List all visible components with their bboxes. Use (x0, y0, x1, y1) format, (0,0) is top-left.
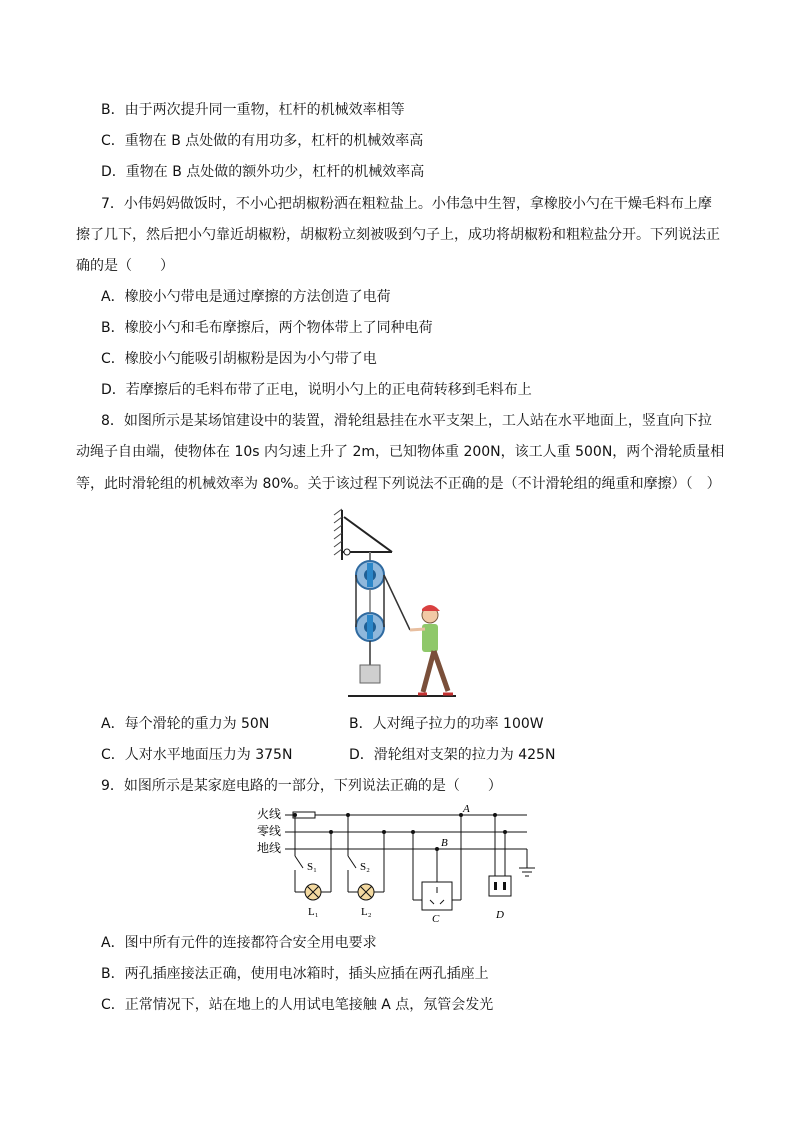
ground-wire-label: 地线 (257, 841, 282, 855)
neutral-wire-label: 零线 (257, 824, 282, 838)
s1-label: S₁ (307, 861, 317, 873)
q9-option-c: C．正常情况下，站在地上的人用试电笔接触 A 点，氖管会发光 (101, 997, 494, 1013)
point-a-label: A (463, 803, 470, 815)
q8-option-b: B．人对绳子拉力的功率 100W (349, 716, 544, 732)
q8-stem-line1: 8．如图所示是某场馆建设中的装置，滑轮组悬挂在水平支架上，工人站在水平地面上，竖直向下拉 (101, 413, 712, 429)
q9-option-a: A．图中所有元件的连接都符合安全用电要求 (101, 935, 377, 951)
q8-stem-line3: 等，此时滑轮组的机械效率为 80%。关于该过程下列说法不正确的是（不计滑轮组的绳重和摩擦）（ ） (76, 476, 721, 492)
socket-d-label: D (496, 909, 504, 921)
q6-option-b: B．由于两次提升同一重物，杠杆的机械效率相等 (101, 102, 405, 118)
q8-option-a: A．每个滑轮的重力为 50N (101, 716, 270, 732)
q6-option-c: C．重物在 B 点处做的有用功多，杠杆的机械效率高 (101, 133, 424, 149)
q7-option-c: C．橡胶小勺能吸引胡椒粉是因为小勺带了电 (101, 351, 377, 367)
q7-option-a: A．橡胶小勺带电是通过摩擦的方法创造了电荷 (101, 289, 391, 305)
q8-option-c: C．人对水平地面压力为 375N (101, 747, 293, 763)
q7-stem-line3: 确的是（ ） (76, 258, 174, 274)
point-b-label: B (441, 837, 448, 849)
l2-label: L₂ (361, 906, 372, 918)
q8-stem-line2: 动绳子自由端，使物体在 10s 内匀速上升了 2m，已知物体重 200N，该工人重 500N，两个滑轮质量相 (76, 444, 725, 460)
pulley-figure (330, 505, 460, 700)
q7-option-b: B．橡胶小勺和毛布摩擦后，两个物体带上了同种电荷 (101, 320, 433, 336)
q7-stem-line1: 7．小伟妈妈做饭时，不小心把胡椒粉洒在粗粒盐上。小伟急中生智，拿橡胶小勺在干燥毛料布上摩 (101, 196, 712, 212)
q6-option-d: D．重物在 B 点处做的额外功少，杠杆的机械效率高 (101, 164, 425, 180)
q9-option-b: B．两孔插座接法正确，使用电冰箱时，插头应插在两孔插座上 (101, 966, 489, 982)
circuit-diagram (255, 802, 545, 924)
l1-label: L₁ (308, 906, 319, 918)
live-wire-label: 火线 (257, 807, 282, 821)
q7-stem-line2: 擦了几下，然后把小勺靠近胡椒粉，胡椒粉立刻被吸到勺子上，成功将胡椒粉和粗粒盐分开。下列说法正 (76, 227, 720, 243)
s2-label: S₂ (360, 861, 370, 873)
q7-option-d: D．若摩擦后的毛料布带了正电，说明小勺上的正电荷转移到毛料布上 (101, 382, 532, 398)
q9-stem: 9．如图所示是某家庭电路的一部分，下列说法正确的是（ ） (101, 778, 502, 794)
socket-c-label: C (432, 913, 440, 924)
q8-option-d: D．滑轮组对支架的拉力为 425N (349, 747, 556, 763)
